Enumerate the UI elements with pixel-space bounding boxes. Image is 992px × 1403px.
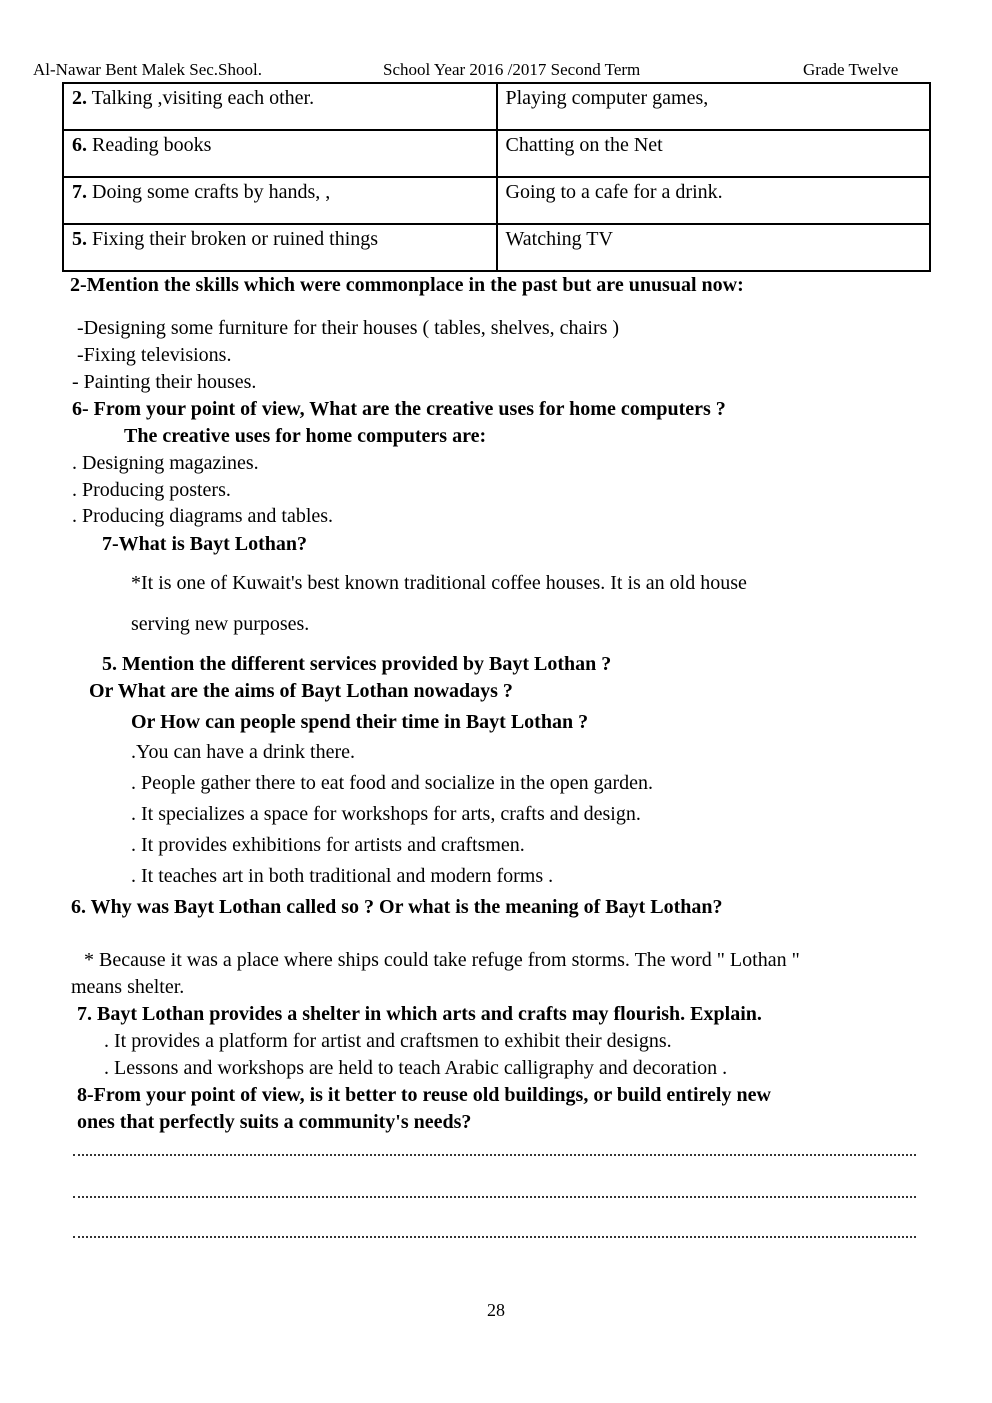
q7a-heading (102, 532, 307, 556)
table-row (63, 224, 930, 271)
table-row (63, 83, 930, 130)
q6b-question: 6. Why was Bayt Lothan called so ? Or what is the meaning of Bayt Lothan? (71, 896, 723, 918)
q2-question: -Mention the skills which were commonplace in the past but are unusual now: (80, 274, 744, 296)
table-cell-left (63, 83, 497, 130)
q6a-answer-3: . Producing diagrams and tables. (72, 505, 334, 527)
table-row (63, 130, 930, 177)
row-number: 2. (72, 87, 87, 109)
cell-text: Doing some crafts by hands, , (87, 181, 331, 203)
q6a-answer-2: . Producing posters. (72, 479, 231, 501)
activities-table (62, 82, 931, 272)
table-cell-left (63, 177, 497, 224)
q7a-answer-line-2: serving new purposes. (131, 613, 310, 635)
q8-number: 8 (77, 1084, 87, 1106)
header-school: Al-Nawar Bent Malek Sec.Shool. (33, 60, 262, 79)
page-number: 28 (487, 1300, 505, 1320)
q7a-question: -What is Bayt Lothan? (112, 533, 308, 555)
q5-answer-4: . It provides exhibitions for artists and craftsmen. (131, 834, 525, 856)
q5-alt-2: Or How can people spend their time in Bayt Lothan ? (131, 711, 589, 733)
q6a-question: - From your point of view, What are the creative uses for home computers ? (82, 398, 726, 420)
row-number: 6. (72, 134, 87, 156)
table-cell-right: Going to a cafe for a drink. (497, 177, 931, 224)
q6b-answer-line-2: means shelter. (71, 976, 185, 998)
table-cell-right: Chatting on the Net (497, 130, 931, 177)
answer-line[interactable] (73, 1194, 916, 1198)
q8-heading (77, 1083, 771, 1107)
q6a-intro: The creative uses for home computers are: (124, 425, 487, 447)
q7a-number: 7 (102, 533, 112, 555)
q6a-heading (72, 397, 726, 421)
q5-question: 5. Mention the different services provided by Bayt Lothan ? (102, 653, 612, 675)
q5-answer-5: . It teaches art in both traditional and modern forms . (131, 865, 554, 887)
q5-answer-2: . People gather there to eat food and socialize in the open garden. (131, 772, 654, 794)
q2-number: 2 (70, 274, 80, 296)
header-year: School Year 2016 /2017 Second Term (383, 60, 641, 79)
row-number: 5. (72, 228, 87, 250)
q7b-answer-2: . Lessons and workshops are held to teach Arabic calligraphy and decoration . (104, 1057, 728, 1079)
q8-question-line-2: ones that perfectly suits a community's needs? (77, 1111, 472, 1133)
table-row (63, 177, 930, 224)
table-cell-right: Playing computer games, (497, 83, 931, 130)
answer-line[interactable] (73, 1234, 916, 1238)
cell-text: Reading books (87, 134, 212, 156)
q7b-answer-1: . It provides a platform for artist and craftsmen to exhibit their designs. (104, 1030, 672, 1052)
q5-alt-1: Or What are the aims of Bayt Lothan nowadays ? (89, 680, 513, 702)
q7a-answer-line-1: *It is one of Kuwait's best known traditional coffee houses. It is an old house (131, 572, 747, 594)
cell-text: Talking ,visiting each other. (87, 87, 315, 109)
table-cell-right: Watching TV (497, 224, 931, 271)
table-cell-left (63, 130, 497, 177)
cell-text: Fixing their broken or ruined things (87, 228, 379, 250)
table-cell-left (63, 224, 497, 271)
q5-answer-3: . It specializes a space for workshops for arts, crafts and design. (131, 803, 641, 825)
q2-answer-1: -Designing some furniture for their houses ( tables, shelves, chairs ) (77, 317, 620, 339)
q2-answer-3: - Painting their houses. (72, 371, 257, 393)
row-number: 7. (72, 181, 87, 203)
q8-question-line-1: -From your point of view, is it better to reuse old buildings, or build entirely new (87, 1084, 771, 1106)
q2-heading (70, 273, 744, 297)
answer-line[interactable] (73, 1152, 916, 1156)
q6b-answer-line-1: * Because it was a place where ships could take refuge from storms. The word " Lothan " (84, 949, 800, 971)
q7b-question: 7. Bayt Lothan provides a shelter in which arts and crafts may flourish. Explain. (77, 1003, 762, 1025)
q6a-answer-1: . Designing magazines. (72, 452, 259, 474)
q2-answer-2: -Fixing televisions. (77, 344, 232, 366)
header-grade: Grade Twelve (803, 60, 899, 79)
q6a-number: 6 (72, 398, 82, 420)
q5-answer-1: .You can have a drink there. (131, 741, 356, 763)
